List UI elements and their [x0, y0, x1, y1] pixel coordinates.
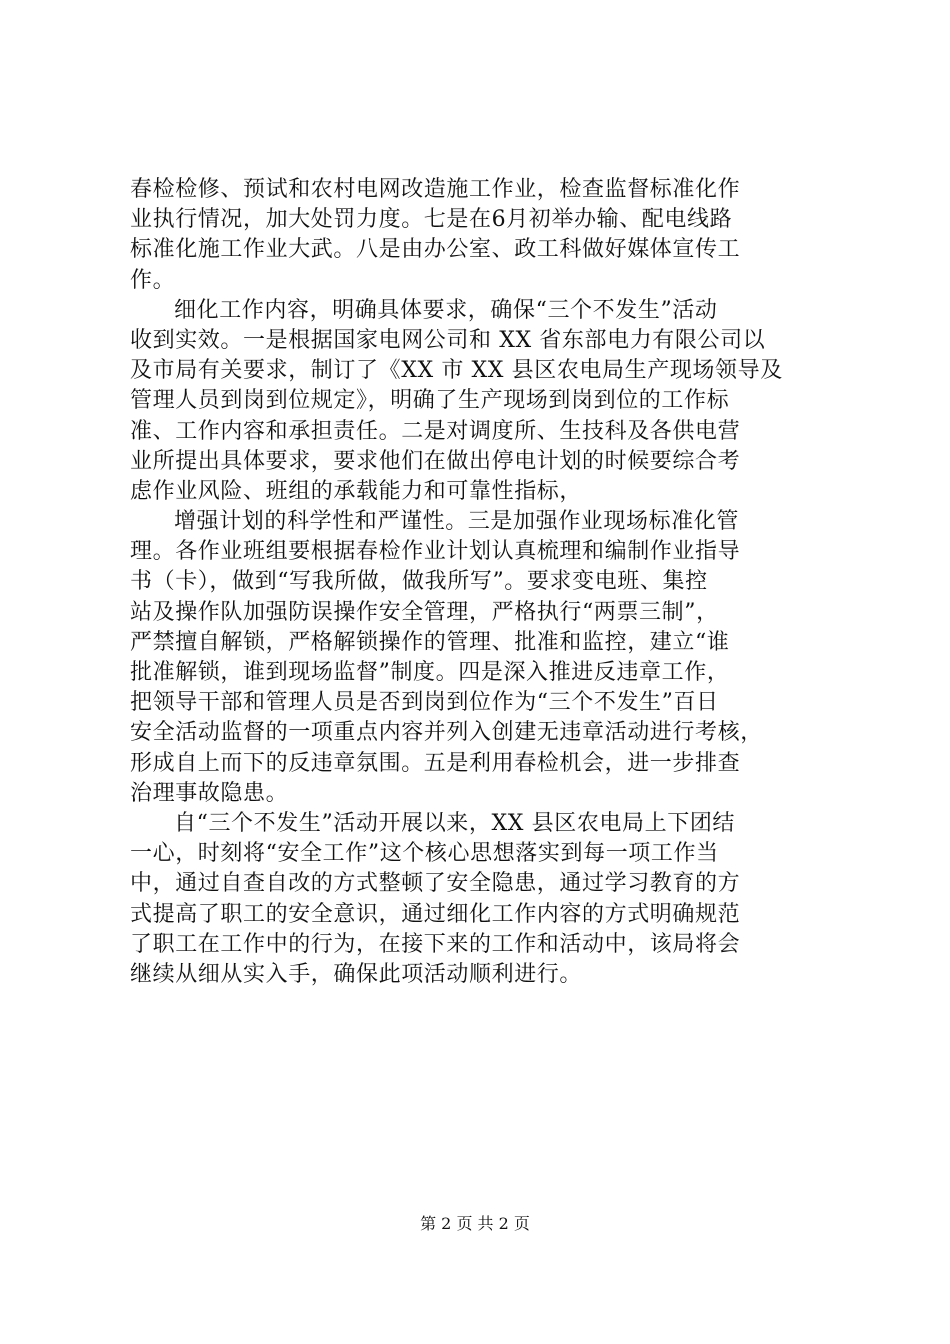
- paragraph-start-line: 细化工作内容，明确具体要求，确保“三个不发生”活动: [174, 297, 718, 323]
- text-line: 理。各作业班组要根据春检作业计划认真梳理和编制作业指导: [130, 539, 741, 565]
- paragraph-start-line: 自“三个不发生”活动开展以来，XX 县区农电局上下团结: [174, 810, 736, 836]
- text-line: 作。: [130, 267, 176, 293]
- text-line: 业执行情况，加大处罚力度。七是在6月初举办输、配电线路: [130, 207, 733, 233]
- text-line: 了职工在工作中的行为，在接下来的工作和活动中，该局将会: [130, 931, 741, 957]
- text-line: 虑作业风险、班组的承载能力和可靠性指标，: [130, 478, 583, 504]
- text-line: 形成自上而下的反违章氛围。五是利用春检机会，进一步排查: [130, 750, 741, 776]
- text-line: 站及操作队加强防误操作安全管理，严格执行“两票三制”，: [130, 599, 719, 625]
- text-line: 书（卡），做到“写我所做，做我所写”。要求变电班、集控: [130, 569, 708, 595]
- paragraph-start-line: 增强计划的科学性和严谨性。三是加强作业现场标准化管: [174, 509, 740, 535]
- text-line: 管理人员到岗到位规定》，明确了生产现场到岗到位的工作标: [130, 388, 730, 414]
- text-line: 业所提出具体要求，要求他们在做出停电计划的时候要综合考: [130, 448, 741, 474]
- page-footer: [0, 1214, 950, 1234]
- page-number: 第 2 页 共 2 页: [420, 1214, 530, 1233]
- document-body: [130, 175, 830, 990]
- text-line: 一心，时刻将“安全工作”这个核心思想落实到每一项工作当: [130, 841, 719, 867]
- text-line: 严禁擅自解锁，严格解锁操作的管理、批准和监控，建立“谁: [130, 629, 730, 655]
- text-line: 治理事故隐患。: [130, 780, 289, 806]
- text-line: 中，通过自查自改的方式整顿了安全隐患，通过学习教育的方: [130, 871, 741, 897]
- text-line: 把领导干部和管理人员是否到岗到位作为“三个不发生”百日: [130, 690, 719, 716]
- text-line: 批准解锁，谁到现场监督”制度。四是深入推进反违章工作，: [130, 660, 730, 685]
- text-line: 标准化施工作业大武。八是由办公室、政工科做好媒体宣传工: [130, 237, 741, 263]
- text-line: 春检检修、预试和农村电网改造施工作业，检查监督标准化作: [130, 177, 741, 202]
- text-line: 及市局有关要求，制订了《XX 市 XX 县区农电局生产现场领导及: [130, 358, 783, 384]
- text-line: 收到实效。一是根据国家电网公司和 XX 省东部电力有限公司以: [130, 327, 766, 353]
- text-line: 继续从细从实入手，确保此项活动顺利进行。: [130, 961, 583, 987]
- text-line: 安全活动监督的一项重点内容并列入创建无违章活动进行考核，: [130, 720, 763, 746]
- text-line: 准、工作内容和承担责任。二是对调度所、生技科及各供电营: [130, 418, 741, 444]
- text-line: 式提高了职工的安全意识，通过细化工作内容的方式明确规范: [130, 901, 741, 927]
